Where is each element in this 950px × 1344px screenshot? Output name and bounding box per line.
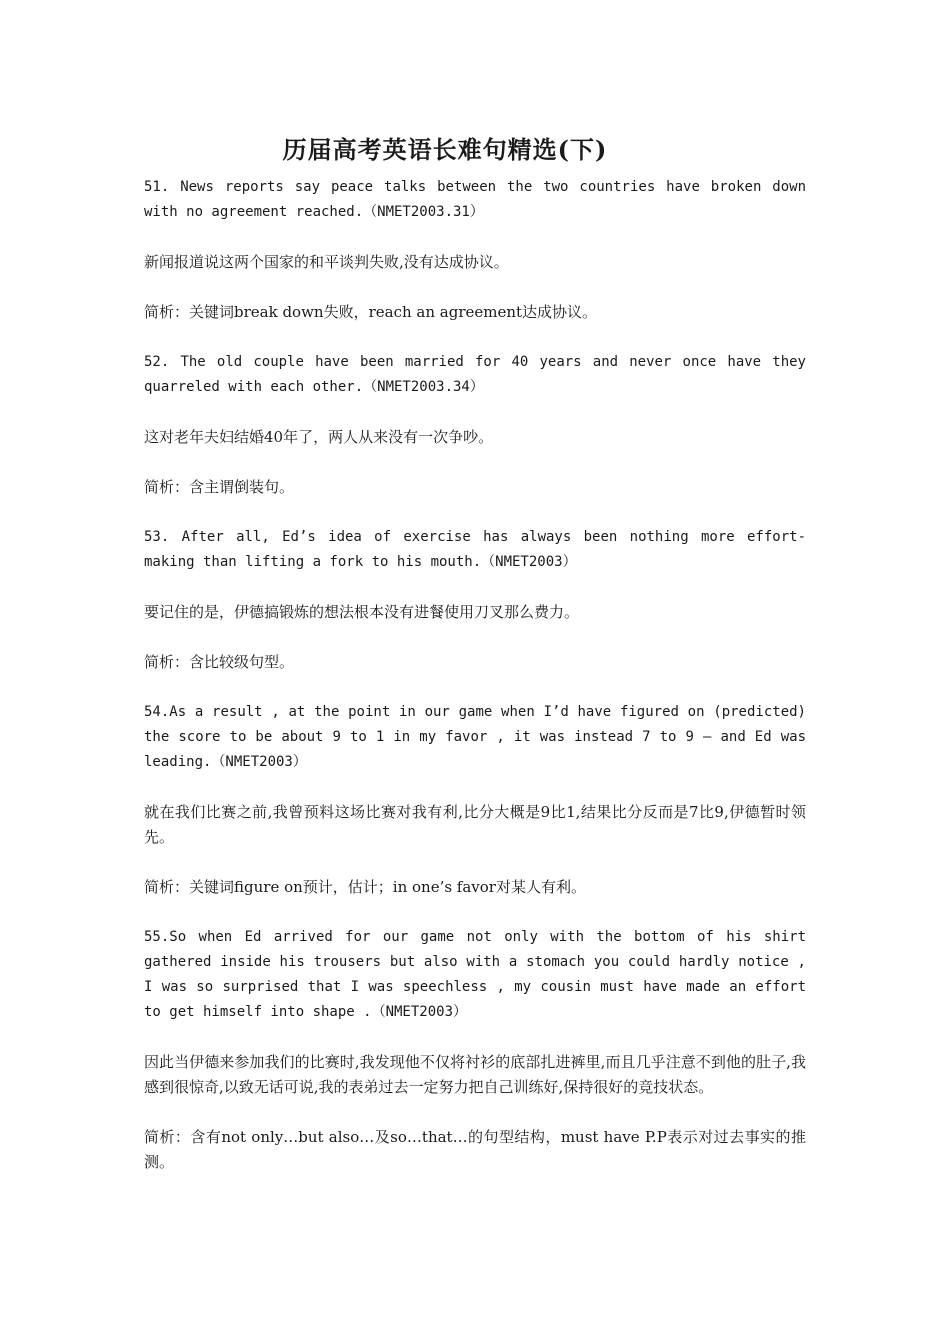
- entry-51-analysis: 简析：关键词break down失败，reach an agreement达成协议。: [144, 303, 598, 321]
- entry-51-english: 51. News reports say peace talks between the two countries have broken down with no agreement reached.（NMET2003.31）: [144, 179, 806, 220]
- entry-53-translation: 要记住的是，伊德搞锻炼的想法根本没有进餐使用刀叉那么费力。: [144, 603, 580, 621]
- entry-55-english: 55.So when Ed arrived for our game not only with the bottom of his shirt gathered inside his trousers but also with a stomach you could hardly notice , I was so surprised that I was speechless , my cousin must have made an effort to get himself into shape .（NMET2003）: [144, 929, 806, 1020]
- entry-55-translation: 因此当伊德来参加我们的比赛时,我发现他不仅将衬衫的底部扎进裤里,而且几乎注意不到他的肚子,我感到很惊奇,以致无话可说,我的表弟过去一定努力把自己训练好,保持很好的竞技状态。: [144, 1053, 806, 1096]
- entry-52-english: 52. The old couple have been married for 40 years and never once have they quarreled with each other.（NMET2003.34）: [144, 354, 806, 395]
- entry-52-translation: 这对老年夫妇结婚40年了，两人从来没有一次争吵。: [144, 428, 494, 446]
- entry-54-translation: 就在我们比赛之前,我曾预料这场比赛对我有利,比分大概是9比1,结果比分反而是7比9,伊德暂时领先。: [144, 803, 806, 846]
- entry-54-english: 54.As a result , at the point in our game when I’d have figured on (predicted) the score to be about 9 to 1 in my favor , it was instead 7 to 9 — and Ed was leading.（NMET2003）: [144, 704, 806, 770]
- entry-51-translation: 新闻报道说这两个国家的和平谈判失败,没有达成协议。: [144, 253, 509, 271]
- entry-55-analysis: 简析：含有not only…but also…及so…that…的句型结构，must have P.P表示对过去事实的推测。: [144, 1128, 806, 1171]
- entry-53-analysis: 简析：含比较级句型。: [144, 653, 295, 671]
- entry-54-analysis: 简析：关键词figure on预计，估计；in one’s favor对某人有利。: [144, 878, 586, 896]
- entry-53-english: 53. After all, Ed’s idea of exercise has always been nothing more effort-making than lifting a fork to his mouth.（NMET2003）: [144, 529, 806, 570]
- document-body: [144, 175, 806, 1200]
- entry-52-analysis: 简析：含主谓倒装句。: [144, 478, 295, 496]
- page-title: 历届高考英语长难句精选(下): [282, 135, 608, 164]
